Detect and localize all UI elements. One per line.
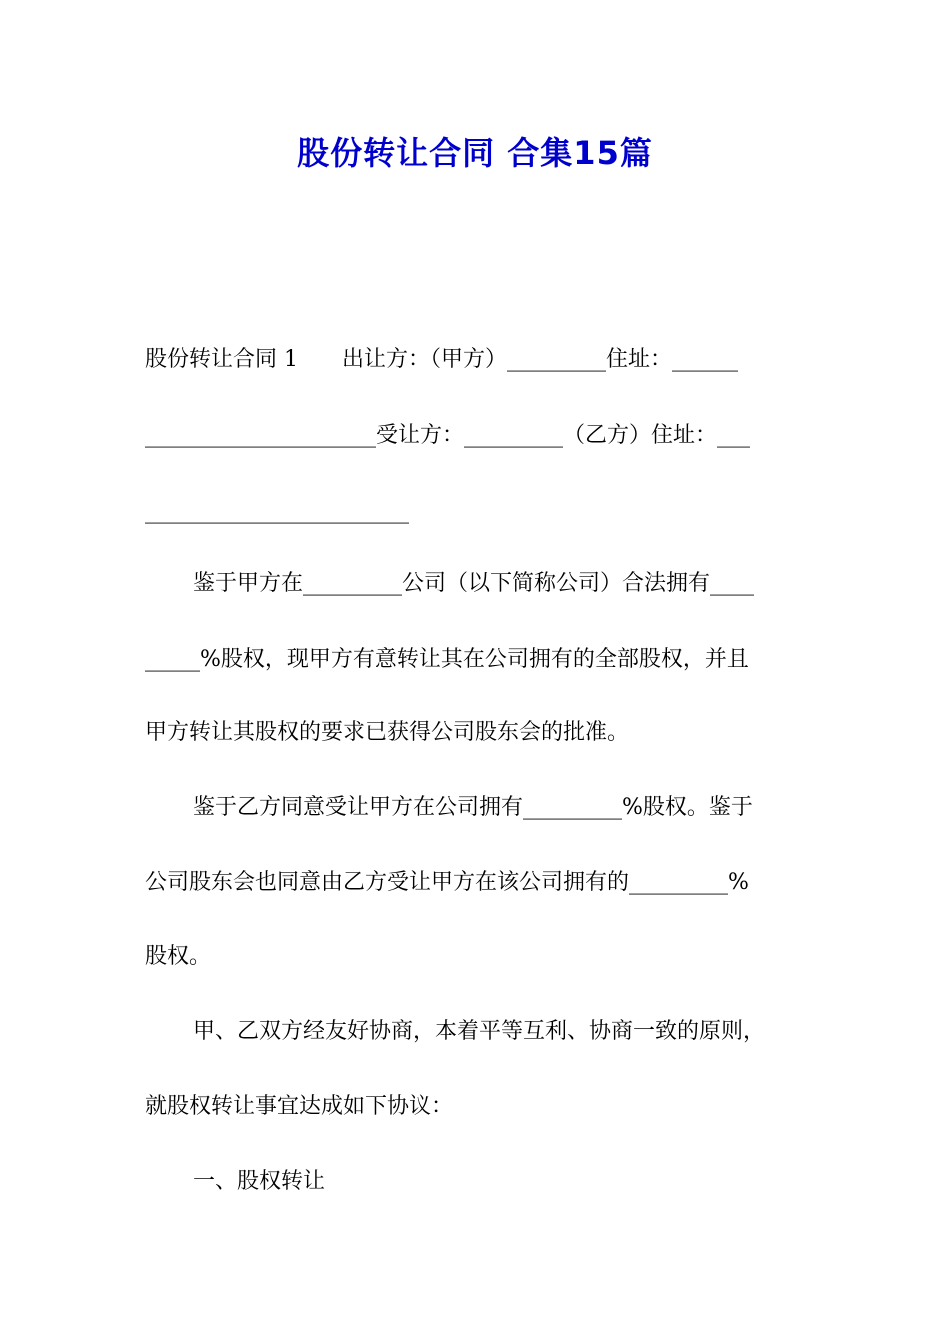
paragraph-line: 鉴于甲方在_________公司（以下简称公司）合法拥有____ bbox=[193, 571, 755, 596]
paragraph-line: 公司股东会也同意由乙方受让甲方在该公司拥有的_________% bbox=[145, 870, 749, 895]
contract-parties-line: 股份转让合同 1 出让方：（甲方）_________住址：______ bbox=[145, 347, 738, 372]
document-title: 股份转让合同 合集15篇 bbox=[297, 134, 653, 172]
section-heading: 一、股权转让 bbox=[193, 1169, 326, 1194]
paragraph-line: 股权。 bbox=[145, 944, 212, 969]
paragraph-line: 鉴于乙方同意受让甲方在公司拥有_________%股权。鉴于 bbox=[193, 795, 753, 820]
paragraph-line: _____%股权，现甲方有意转让其在公司拥有的全部股权，并且 bbox=[145, 647, 749, 672]
contract-parties-line: _____________________受让方：_________（乙方）住址：___ bbox=[145, 423, 751, 448]
paragraph-line: 甲方转让其股权的要求已获得公司股东会的批准。 bbox=[145, 720, 630, 745]
paragraph-line: 就股权转让事宜达成如下协议： bbox=[145, 1094, 454, 1119]
contract-parties-line: ________________________ bbox=[145, 499, 409, 524]
paragraph-line: 甲、乙双方经友好协商，本着平等互利、协商一致的原则， bbox=[193, 1019, 766, 1044]
